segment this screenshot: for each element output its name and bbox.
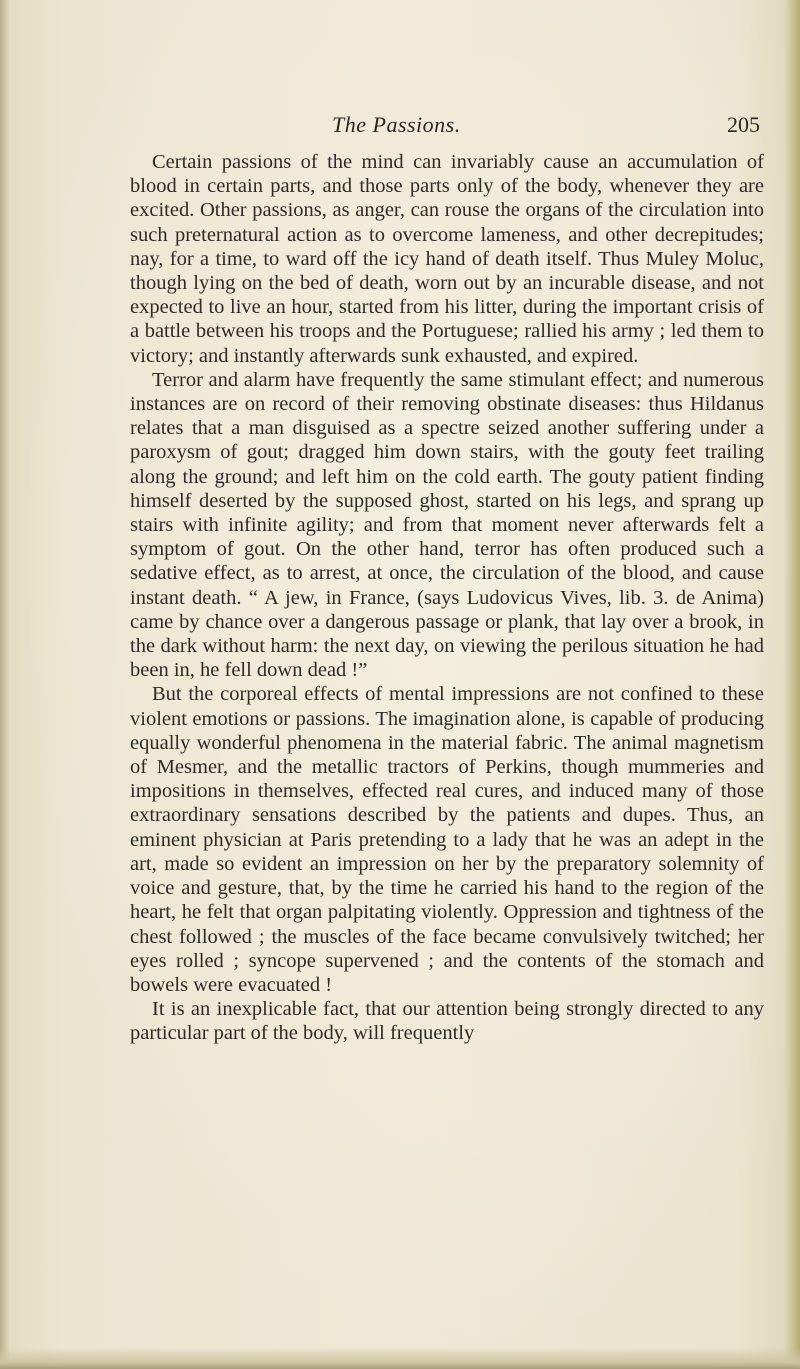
- body-text: [130, 150, 764, 1046]
- running-title: The Passions.: [332, 112, 461, 137]
- paragraph: It is an inexplicable fact, that our attention being strongly directed to any particular part of the body, will frequently: [130, 998, 764, 1045]
- running-head: [110, 112, 760, 142]
- paragraph: Certain passions of the mind can invariably cause an accumulation of blood in certain parts, and those parts only of the body, whenever they are excited. Other passions, as anger, can rouse the organs of the circulation into such preternatural action as to overcome lameness, and other decrepitudes; nay, for a time, to ward off the icy hand of death itself. Thus Muley Moluc, though lying on the bed of death, worn out by an incurable disease, and not expected to live an hour, started from his litter, during the important crisis of a battle between his troops and the Portuguese; rallied his army ; led them to victory; and instantly afterwards sunk exhausted, and expired.: [130, 151, 764, 367]
- page-number: 205: [727, 112, 760, 137]
- paragraph: Terror and alarm have frequently the same stimulant effect; and numerous instances are on record of their removing obstinate diseases: thus Hildanus relates that a man disguised as a spectre seized another suffering under a paroxysm of gout; dragged him down stairs, with the gouty feet trailing along the ground; and left him on the cold earth. The gouty patient finding himself deserted by the supposed ghost, started on his legs, and sprang up stairs with infinite agility; and from that moment never afterwards felt a symptom of gout. On the other hand, terror has often produced such a sedative effect, as to arrest, at once, the circulation of the blood, and cause instant death. “ A jew, in France, (says Ludovicus Vives, lib. 3. de Anima) came by chance over a dangerous passage or plank, that lay over a brook, in the dark without harm: the next day, on viewing the perilous situation he had been in, he fell down dead !”: [130, 368, 764, 682]
- page-bottom-edge: [0, 1347, 800, 1369]
- page-right-edge: [784, 0, 800, 1369]
- paragraph: But the corporeal effects of mental impressions are not confined to these violent emotions or passions. The imagination alone, is capable of producing equally wonderful phenomena in the material fabric. The animal magnetism of Mesmer, and the metallic tractors of Perkins, though mummeries and impositions in themselves, effected real cures, and induced many of those extraordinary sensations described by the patients and dupes. Thus, an eminent physician at Paris pretending to a lady that he was an adept in the art, made so evident an impression on her by the preparatory solemnity of voice and gesture, that, by the time he carried his hand to the region of the heart, he felt that organ palpitating violently. Oppression and tightness of the chest followed ; the muscles of the face became convulsively twitched; her eyes rolled ; syncope supervened ; and the contents of the stomach and bowels were evacuated !: [130, 683, 764, 996]
- page-binding-edge: [0, 0, 10, 1369]
